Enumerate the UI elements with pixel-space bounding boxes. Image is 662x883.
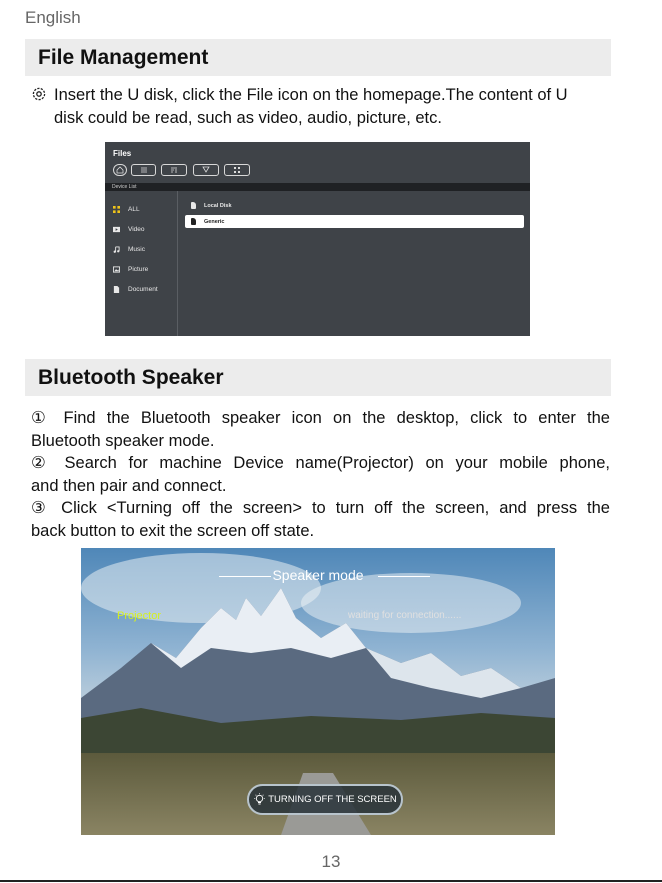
step-line: ③ Click <Turning off the screen> to turn off the screen, and press the	[31, 499, 610, 517]
section-header-file-management	[25, 39, 611, 76]
sort-icon	[170, 166, 178, 174]
list-view-button[interactable]	[131, 164, 156, 176]
sidebar-item-label: Music	[128, 245, 145, 253]
sidebar-item-video[interactable]	[113, 224, 145, 234]
sidebar-item-all[interactable]	[113, 204, 140, 214]
grid-view-button[interactable]	[224, 164, 250, 176]
files-app-screenshot	[105, 142, 530, 336]
grid-icon	[113, 206, 120, 213]
video-icon	[113, 226, 120, 233]
step-1	[31, 407, 631, 452]
sort-button[interactable]	[161, 164, 187, 176]
drive-label: Local Disk	[204, 202, 232, 209]
sidebar-item-label: ALL	[128, 205, 140, 213]
step-line: Bluetooth speaker mode.	[31, 431, 215, 450]
step-3	[31, 497, 631, 542]
gear-icon	[31, 86, 47, 102]
title-rule-right	[378, 576, 430, 577]
intro-paragraph	[54, 84, 624, 129]
disk-icon	[191, 202, 196, 209]
steps-list	[31, 407, 631, 542]
section-title: File Management	[38, 46, 209, 69]
files-title: Files	[113, 149, 132, 158]
disk-icon	[191, 218, 196, 225]
sidebar-item-label: Video	[128, 225, 145, 233]
drive-label: Generic	[204, 218, 225, 225]
grid-icon	[233, 166, 241, 174]
document-icon	[113, 286, 120, 293]
intro-line: disk could be read, such as video, audio, picture, etc.	[54, 108, 442, 127]
list-icon	[140, 166, 148, 174]
filter-icon	[202, 166, 210, 174]
sidebar-item-label: Document	[128, 285, 158, 293]
sidebar-item-document[interactable]	[113, 284, 158, 294]
page-number: 13	[321, 852, 341, 871]
music-icon	[113, 246, 120, 253]
drive-generic[interactable]	[185, 215, 524, 228]
intro-line: Insert the U disk, click the File icon on the homepage.The content of U	[54, 86, 568, 104]
language-label: English	[25, 8, 81, 27]
turn-off-screen-label: TURNING OFF THE SCREEN	[268, 794, 397, 805]
step-2	[31, 452, 631, 497]
drive-local-disk[interactable]	[185, 199, 232, 212]
page-bottom-rule	[0, 880, 662, 882]
sidebar-item-picture[interactable]	[113, 264, 148, 274]
category-sidebar	[105, 191, 178, 336]
step-line: and then pair and connect.	[31, 476, 227, 495]
sidebar-item-label: Picture	[128, 265, 149, 273]
connection-status: waiting for connection......	[348, 610, 462, 621]
device-list-bar	[105, 183, 530, 191]
filter-button[interactable]	[193, 164, 219, 176]
speaker-mode-screenshot	[81, 548, 555, 835]
speaker-mode-title: Speaker mode	[272, 567, 364, 583]
step-line: back button to exit the screen off state.	[31, 521, 315, 540]
home-icon	[116, 166, 124, 174]
section-header-bluetooth-speaker	[25, 359, 611, 396]
turn-off-screen-button[interactable]	[247, 784, 403, 815]
sidebar-item-music[interactable]	[113, 244, 145, 254]
lightbulb-icon	[253, 793, 266, 806]
home-button[interactable]	[113, 164, 127, 176]
step-line: ② Search for machine Device name(Projector) on your mobile phone,	[31, 454, 610, 472]
device-name: Projector	[117, 610, 162, 622]
section-title: Bluetooth Speaker	[38, 366, 224, 389]
step-line: ① Find the Bluetooth speaker icon on the desktop, click to enter the	[31, 409, 610, 427]
picture-icon	[113, 266, 120, 273]
device-list-label: Device List	[112, 184, 137, 190]
